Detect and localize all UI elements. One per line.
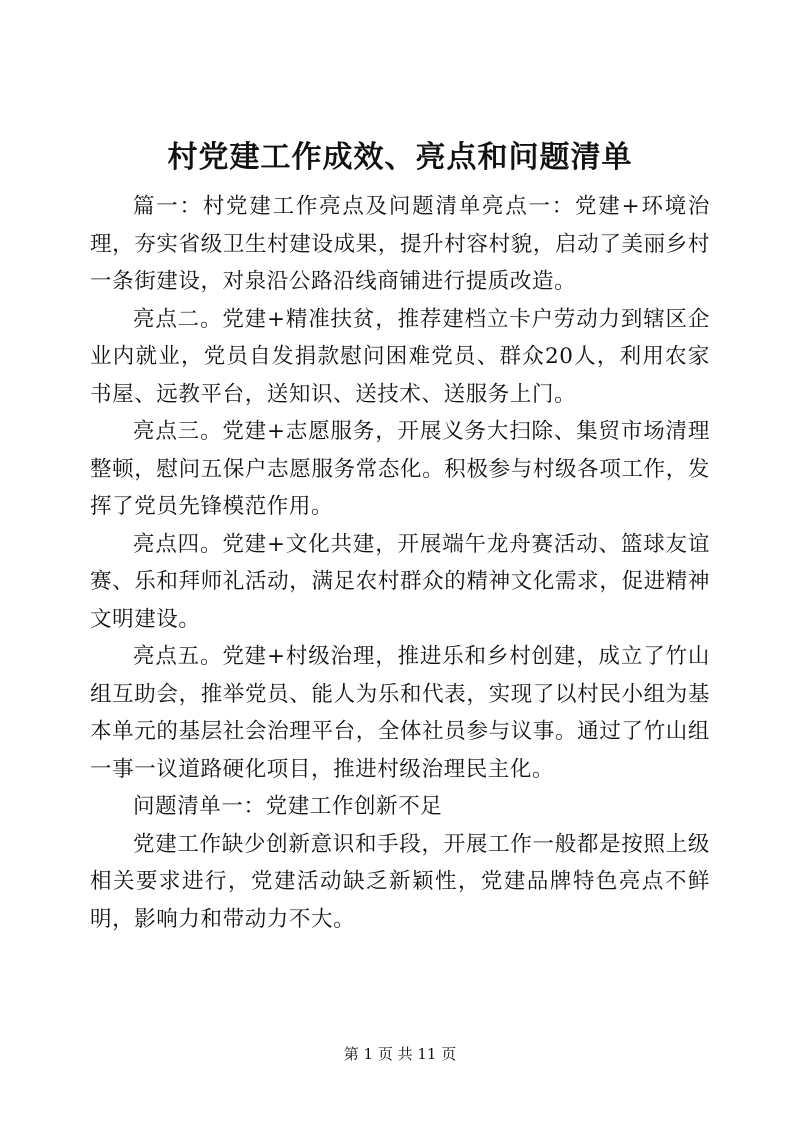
paragraph-highlight-5: 亮点五。党建+村级治理，推进乐和乡村创建，成立了竹山组互助会，推举党员、能人为乐和代表，实现了以村民小组为基本单元的基层社会治理平台，全体社员参与议事。通过了竹山组一事一议道路硬化项目，推进村级治理民主化。 bbox=[90, 644, 710, 782]
document-title: 村党建工作成效、亮点和问题清单 bbox=[167, 140, 633, 175]
document-body bbox=[90, 188, 710, 938]
paragraph-issue-detail: 党建工作缺少创新意识和手段，开展工作一般都是按照上级相关要求进行，党建活动缺乏新颖性，党建品牌特色亮点不鲜明，影响力和带动力不大。 bbox=[90, 831, 710, 932]
paragraph-highlight-2: 亮点二。党建+精准扶贫，推荐建档立卡户劳动力到辖区企业内就业，党员自发捐款慰问困难党员、群众20人，利用农家书屋、远教平台，送知识、送技术、送服务上门。 bbox=[90, 306, 710, 407]
paragraph-highlight-4: 亮点四。党建+文化共建，开展端午龙舟赛活动、篮球友谊赛、乐和拜师礼活动，满足农村群众的精神文化需求，促进精神文明建设。 bbox=[90, 531, 710, 632]
page-number-footer: 第 1 页 共 11 页 bbox=[343, 1045, 457, 1063]
paragraph-highlight-3: 亮点三。党建+志愿服务，开展义务大扫除、集贸市场清理整顿，慰问五保户志愿服务常态化。积极参与村级各项工作，发挥了党员先锋模范作用。 bbox=[90, 419, 710, 519]
paragraph-issue-heading: 问题清单一：党建工作创新不足 bbox=[133, 794, 443, 819]
paragraph-highlight-1: 篇一：村党建工作亮点及问题清单亮点一：党建+环境治理，夯实省级卫生村建设成果，提升村容村貌，启动了美丽乡村一条街建设，对泉沿公路沿线商铺进行提质改造。 bbox=[90, 194, 710, 294]
